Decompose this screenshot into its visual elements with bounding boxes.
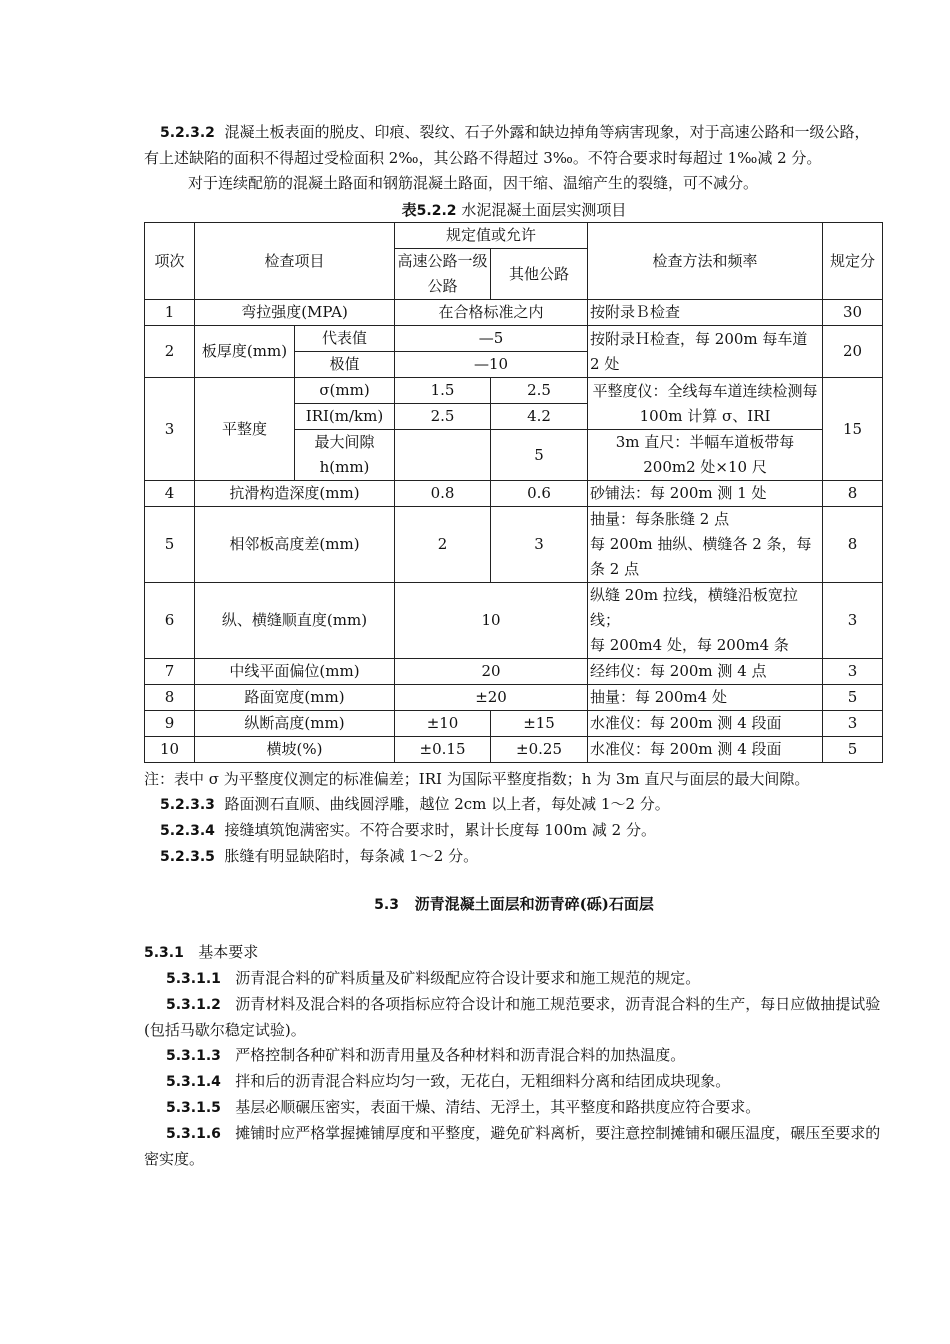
cell-method: 平整度仪：全线每车道连续检测每 100m 计算 σ、IRI — [588, 378, 823, 430]
table-row — [145, 326, 883, 352]
cell-spec: 在合格标准之内 — [395, 300, 588, 326]
clause-number: 5.3.1.3 — [166, 1048, 221, 1064]
cell-no: 5 — [145, 507, 195, 583]
cell-method: 水准仪：每 200m 测 4 段面 — [588, 737, 823, 763]
cell-method: 按附录Ｂ检查 — [588, 300, 823, 326]
cell-score: 8 — [823, 481, 883, 507]
cell-subitem: 最大间隙 h(mm) — [295, 430, 395, 481]
clause-text: 严格控制各种矿料和沥青用量及各种材料和沥青混合料的加热温度。 — [235, 1046, 686, 1064]
cell-method: 经纬仪：每 200m 测 4 点 — [588, 659, 823, 685]
cell-no: 10 — [145, 737, 195, 763]
cell-no: 8 — [145, 685, 195, 711]
cell-method: 砂铺法：每 200m 测 1 处 — [588, 481, 823, 507]
paragraph-5-2-3-3 — [144, 792, 884, 818]
method-line: 每 200m 抽纵、横缝各 2 条，每条 2 点 — [590, 535, 812, 578]
header-score: 规定分 — [823, 223, 883, 300]
clause-number: 5.2.3.2 — [160, 125, 215, 141]
method-line: 每 200m4 处，每 200m4 条 — [590, 636, 789, 654]
cell-no: 2 — [145, 326, 195, 378]
cell-other: 3 — [491, 507, 588, 583]
table-row — [145, 583, 883, 659]
header-highway: 高速公路一级公路 — [395, 249, 491, 300]
clause-text: 接缝填筑饱满密实。不符合要求时，累计长度每 100m 减 2 分。 — [224, 821, 656, 839]
cell-other: 2.5 — [491, 378, 588, 404]
header-check-item: 检查项目 — [195, 223, 395, 300]
cell-method: 抽量：每 200m4 处 — [588, 685, 823, 711]
cell-highway: 2 — [395, 507, 491, 583]
clause-text: 沥青材料及混合料的各项指标应符合设计和施工规范要求，沥青混合料的生产，每日应做抽提试验(包括马歇尔稳定试验)。 — [144, 995, 881, 1039]
cell-item: 横坡(%) — [195, 737, 395, 763]
cell-item: 抗滑构造深度(mm) — [195, 481, 395, 507]
paragraph-5-2-3-4 — [144, 818, 884, 844]
cell-score: 30 — [823, 300, 883, 326]
header-method: 检查方法和频率 — [588, 223, 823, 300]
table-caption — [144, 198, 884, 222]
clause-text: 基层必顺碾压密实，表面干燥、清结、无浮土，其平整度和路拱度应符合要求。 — [235, 1098, 761, 1116]
cell-highway: 0.8 — [395, 481, 491, 507]
header-spec-group: 规定值或允许 — [395, 223, 588, 249]
cell-no: 9 — [145, 711, 195, 737]
cell-score: 3 — [823, 711, 883, 737]
cell-spec: —10 — [395, 352, 588, 378]
subsection-heading — [144, 940, 884, 966]
paragraph-continuous-reinforcement: 对于连续配筋的混凝土路面和钢筋混凝土路面，因干缩、温缩产生的裂缝，可不减分。 — [188, 174, 759, 192]
cell-item: 平整度 — [195, 378, 295, 481]
caption-number: 5.2.2 — [416, 203, 457, 219]
paragraph-5-3-1-4 — [144, 1069, 884, 1095]
paragraph-5-2-3-5 — [144, 844, 884, 870]
paragraph-5-3-1-3 — [144, 1043, 884, 1069]
cell-other: 5 — [491, 430, 588, 481]
table-row — [145, 378, 883, 404]
clause-text: 胀缝有明显缺陷时，每条减 1～2 分。 — [224, 847, 479, 865]
paragraph-5-3-1-6 — [144, 1121, 884, 1172]
clause-number: 5.3.1.2 — [166, 997, 221, 1013]
cell-other: 4.2 — [491, 404, 588, 430]
table-row — [145, 737, 883, 763]
method-line: 纵缝 20m 拉线，横缝沿板宽拉线； — [590, 586, 798, 629]
cell-score: 15 — [823, 378, 883, 481]
method-line: 抽量：每条胀缝 2 点 — [590, 510, 730, 528]
cell-subitem: IRI(m/km) — [295, 404, 395, 430]
paragraph-5-3-1-1 — [144, 966, 884, 992]
cell-spec: ±20 — [395, 685, 588, 711]
caption-label: 表 — [401, 201, 417, 219]
table-row — [145, 659, 883, 685]
clause-text: 路面测石直顺、曲线圆浮雕，越位 2cm 以上者，每处减 1～2 分。 — [224, 795, 670, 813]
inspection-table — [144, 222, 883, 763]
cell-method — [588, 507, 823, 583]
cell-method: 水准仪：每 200m 测 4 段面 — [588, 711, 823, 737]
header-item-no: 项次 — [145, 223, 195, 300]
cell-subitem: 极值 — [295, 352, 395, 378]
cell-item: 相邻板高度差(mm) — [195, 507, 395, 583]
cell-other: 0.6 — [491, 481, 588, 507]
table-note: 注：表中 σ 为平整度仪测定的标准偏差；IRI 为国际平整度指数；h 为 3m 直尺与面层的最大间隙。 — [144, 770, 810, 788]
cell-item: 中线平面偏位(mm) — [195, 659, 395, 685]
table-row — [145, 685, 883, 711]
paragraph-5-3-1-5 — [144, 1095, 884, 1121]
cell-no: 7 — [145, 659, 195, 685]
cell-item: 弯拉强度(MPA) — [195, 300, 395, 326]
cell-spec: —5 — [395, 326, 588, 352]
clause-text: 拌和后的沥青混合料应均匀一致，无花白，无粗细料分离和结团成块现象。 — [235, 1072, 731, 1090]
cell-subitem: σ(mm) — [295, 378, 395, 404]
cell-method: 3m 直尺：半幅车道板带每 200m2 处×10 尺 — [588, 430, 823, 481]
caption-title: 水泥混凝土面层实测项目 — [461, 201, 627, 219]
cell-score: 5 — [823, 685, 883, 711]
cell-highway: 2.5 — [395, 404, 491, 430]
document-page — [144, 120, 884, 1172]
paragraph-5-2-3-2 — [144, 120, 884, 171]
clause-number: 5.3.1.4 — [166, 1074, 221, 1090]
cell-method — [588, 583, 823, 659]
cell-subitem: 代表值 — [295, 326, 395, 352]
clause-number: 5.2.3.4 — [160, 823, 215, 839]
clause-number: 5.3.1.6 — [166, 1126, 221, 1142]
cell-no: 3 — [145, 378, 195, 481]
section-number: 5.3 — [374, 897, 399, 913]
subsection-number: 5.3.1 — [144, 945, 184, 961]
cell-score: 5 — [823, 737, 883, 763]
cell-highway: ±10 — [395, 711, 491, 737]
cell-item: 纵、横缝顺直度(mm) — [195, 583, 395, 659]
cell-highway — [395, 430, 491, 481]
table-row — [145, 481, 883, 507]
cell-score: 8 — [823, 507, 883, 583]
cell-score: 20 — [823, 326, 883, 378]
cell-method: 按附录Ｈ检查，每 200m 每车道 2 处 — [588, 326, 823, 378]
clause-number: 5.3.1.5 — [166, 1100, 221, 1116]
clause-number: 5.3.1.1 — [166, 971, 221, 987]
subsection-title: 基本要求 — [198, 943, 259, 961]
cell-other: ±0.25 — [491, 737, 588, 763]
cell-score: 3 — [823, 659, 883, 685]
cell-item: 路面宽度(mm) — [195, 685, 395, 711]
cell-item: 纵断高度(mm) — [195, 711, 395, 737]
clause-text: 摊铺时应严格掌握摊铺厚度和平整度，避免矿料离析，要注意控制摊铺和碾压温度，碾压至要求的密实度。 — [144, 1124, 881, 1168]
cell-spec: 10 — [395, 583, 588, 659]
clause-number: 5.2.3.5 — [160, 849, 215, 865]
table-row — [145, 300, 883, 326]
table-row — [145, 507, 883, 583]
cell-highway: 1.5 — [395, 378, 491, 404]
table-row — [145, 711, 883, 737]
cell-no: 1 — [145, 300, 195, 326]
cell-score: 3 — [823, 583, 883, 659]
cell-highway: ±0.15 — [395, 737, 491, 763]
section-heading — [144, 892, 884, 918]
cell-no: 4 — [145, 481, 195, 507]
cell-spec: 20 — [395, 659, 588, 685]
header-other: 其他公路 — [491, 249, 588, 300]
paragraph-5-3-1-2 — [144, 992, 884, 1043]
cell-other: ±15 — [491, 711, 588, 737]
section-title: 沥青混凝土面层和沥青碎(砾)石面层 — [414, 895, 654, 913]
cell-no: 6 — [145, 583, 195, 659]
clause-number: 5.2.3.3 — [160, 797, 215, 813]
cell-item: 板厚度(mm) — [195, 326, 295, 378]
clause-text: 沥青混合料的矿料质量及矿料级配应符合设计要求和施工规范的规定。 — [235, 969, 701, 987]
clause-text: 混凝土板表面的脱皮、印痕、裂纹、石子外露和缺边掉角等病害现象，对于高速公路和一级公路，有上述缺陷的面积不得超过受检面积 2‰，其公路不得超过 3‰。不符合要求时每超过 1‰减 2 分。 — [144, 123, 870, 167]
